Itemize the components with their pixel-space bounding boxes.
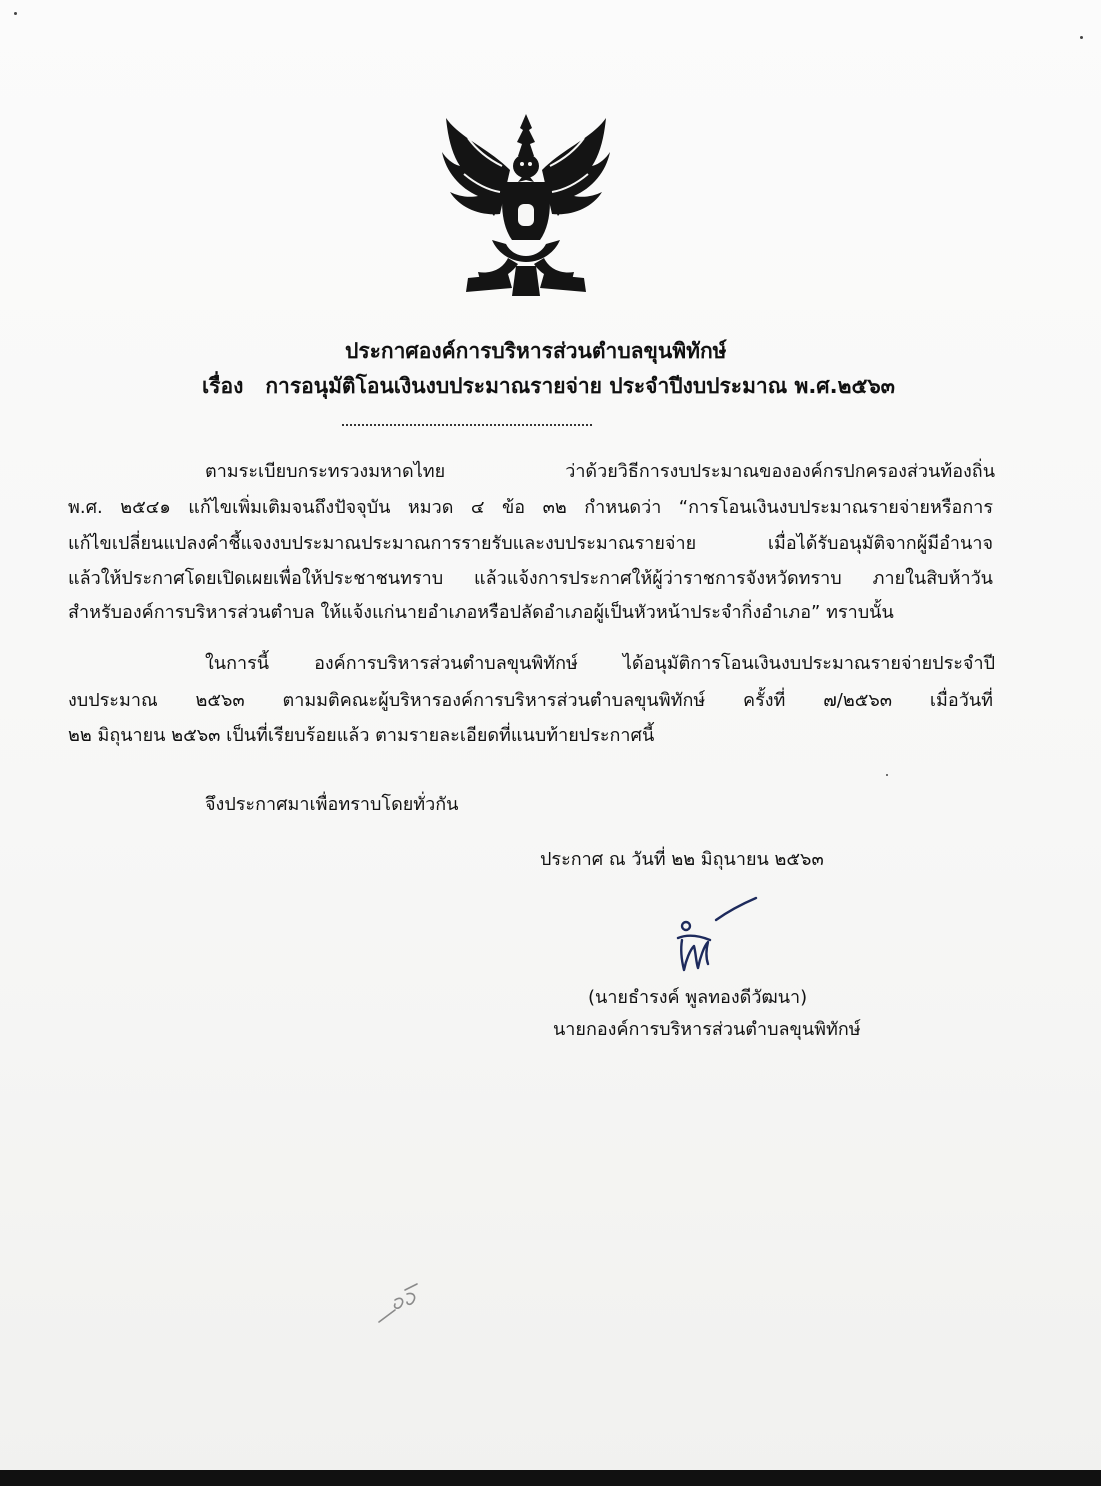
paragraph-2-line: ๒๒ มิถุนายน ๒๕๖๓ เป็นที่เรียบร้อยแล้ว ตามรายละเอียดที่แนบท้ายประกาศนี้	[68, 725, 655, 746]
paragraph-2-line: งบประมาณ ๒๕๖๓ ตามมติคณะผู้บริหารองค์การบริหารส่วนตำบลขุนพิทักษ์ ครั้งที่ ๗/๒๕๖๓ เมื่อวันที่	[68, 690, 993, 711]
paper-speck	[14, 12, 17, 15]
paper-speck	[1080, 36, 1083, 39]
announcement-title: ประกาศองค์การบริหารส่วนตำบลขุนพิทักษ์	[345, 339, 727, 363]
handwritten-signature	[660, 890, 780, 980]
announcement-date: ประกาศ ณ วันที่ ๒๒ มิถุนายน ๒๕๖๓	[540, 849, 824, 870]
subject-text: การอนุมัติโอนเงินงบประมาณรายจ่าย ประจำปีงบประมาณ พ.ศ.๒๕๖๓	[265, 374, 896, 398]
signatory-position: นายกองค์การบริหารส่วนตำบลขุนพิทักษ์	[553, 1019, 861, 1040]
handwritten-note	[373, 1270, 433, 1330]
subject-line	[202, 370, 1062, 402]
dotted-divider	[342, 418, 592, 426]
paragraph-2-line: ในการนี้ องค์การบริหารส่วนตำบลขุนพิทักษ์ ได้อนุมัติการโอนเงินงบประมาณรายจ่ายประจำปี	[205, 653, 995, 674]
subject-label: เรื่อง	[202, 374, 244, 398]
signatory-name: (นายธำรงค์ พูลทองดีวัฒนา)	[588, 987, 808, 1008]
paragraph-1-line: แก้ไขเปลี่ยนแปลงคำชี้แจงงบประมาณประมาณการรายรับและงบประมาณรายจ่าย เมื่อได้รับอนุมัติจากผู้มีอำนาจ	[68, 533, 993, 554]
paper-speck	[886, 774, 888, 776]
paragraph-1-line: พ.ศ. ๒๕๔๑ แก้ไขเพิ่มเติมจนถึงปัจจุบัน หมวด ๔ ข้อ ๓๒ กำหนดว่า “การโอนเงินงบประมาณรายจ่ายหรือการ	[68, 497, 993, 518]
paragraph-1-line: สำหรับองค์การบริหารส่วนตำบล ให้แจ้งแก่นายอำเภอหรือปลัดอำเภอผู้เป็นหัวหน้าประจำกิ่งอำเภอ” ทราบนั้น	[68, 602, 894, 623]
paragraph-1-line: ตามระเบียบกระทรวงมหาดไทย ว่าด้วยวิธีการงบประมาณขององค์กรปกครองส่วนท้องถิ่น	[205, 461, 995, 482]
bottom-edge	[0, 1470, 1101, 1486]
paragraph-1-line: แล้วให้ประกาศโดยเปิดเผยเพื่อให้ประชาชนทราบ แล้วแจ้งการประกาศให้ผู้ว่าราชการจังหวัดทราบ ภายในสิบห้าวัน	[68, 568, 993, 589]
closing-line: จึงประกาศมาเพื่อทราบโดยทั่วกัน	[205, 794, 459, 815]
garuda-emblem-icon	[438, 108, 614, 300]
